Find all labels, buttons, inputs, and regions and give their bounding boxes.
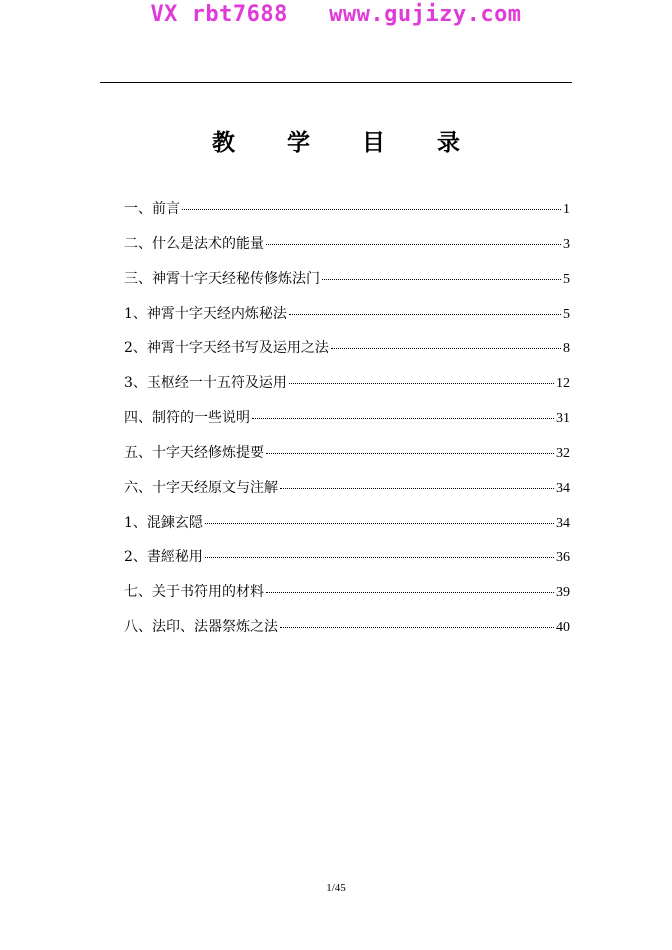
toc-entry[interactable]: [124, 581, 570, 616]
page-title: 教 学 目 录: [211, 130, 483, 156]
toc-entry[interactable]: [124, 407, 570, 442]
toc-dot-leader: [252, 418, 554, 419]
toc-entry[interactable]: [124, 616, 570, 651]
toc-entry[interactable]: [124, 198, 570, 233]
toc-entry-page: 32: [556, 445, 570, 461]
toc-entry-label: 2、書經秘用: [124, 549, 203, 566]
toc-entry-label: 五、十字天经修炼提要: [124, 444, 264, 461]
toc-entry-page: 40: [556, 620, 570, 636]
toc-dot-leader: [182, 209, 561, 210]
toc-entry[interactable]: [124, 442, 570, 477]
toc-dot-leader: [322, 279, 561, 280]
toc-entry[interactable]: [124, 337, 570, 372]
toc-entry-page: 39: [556, 585, 570, 601]
toc-entry[interactable]: [124, 233, 570, 268]
toc-dot-leader: [266, 592, 554, 593]
toc-entry[interactable]: [124, 303, 570, 338]
toc-entry-label: 八、法印、法器祭炼之法: [124, 619, 278, 636]
toc-entry-label: 二、什么是法术的能量: [124, 235, 264, 252]
toc-entry[interactable]: [124, 372, 570, 407]
header-rule: [100, 82, 572, 83]
toc-dot-leader: [266, 453, 554, 454]
toc-dot-leader: [280, 488, 554, 489]
toc-entry[interactable]: [124, 268, 570, 303]
toc-entry-page: 8: [563, 341, 570, 357]
toc-entry-label: 一、前言: [124, 201, 180, 217]
toc-entry-page: 5: [563, 271, 570, 287]
toc-entry-page: 31: [556, 411, 570, 427]
toc-entry-label: 3、玉枢经一十五符及运用: [124, 375, 287, 392]
toc-entry-label: 七、关于书符用的材料: [124, 584, 264, 601]
toc-entry-label: 六、十字天经原文与注解: [124, 479, 278, 496]
toc-entry-label: 1、混鍊玄隠: [124, 514, 203, 531]
toc-dot-leader: [280, 627, 554, 628]
watermark-text: VX rbt7688 www.gujizy.com: [150, 2, 522, 27]
toc-entry[interactable]: [124, 546, 570, 581]
toc-entry-page: 3: [563, 236, 570, 252]
toc-entry[interactable]: [124, 512, 570, 547]
toc-entry-page: 34: [556, 515, 570, 531]
toc-entry-page: 1: [563, 202, 570, 217]
toc-dot-leader: [289, 314, 561, 315]
toc-dot-leader: [331, 348, 561, 349]
page-number: 1/45: [326, 882, 346, 894]
table-of-contents: [124, 198, 570, 651]
toc-dot-leader: [205, 557, 554, 558]
toc-entry-label: 1、神霄十字天经内炼秘法: [124, 305, 287, 322]
toc-entry-page: 5: [563, 306, 570, 322]
toc-entry-page: 36: [556, 550, 570, 566]
toc-entry[interactable]: [124, 477, 570, 512]
toc-entry-label: 四、制符的一些说明: [124, 410, 250, 427]
toc-entry-page: 12: [556, 376, 570, 392]
toc-entry-label: 三、神霄十字天经秘传修炼法门: [124, 270, 320, 287]
toc-dot-leader: [266, 244, 561, 245]
toc-entry-page: 34: [556, 480, 570, 496]
toc-dot-leader: [205, 523, 554, 524]
toc-entry-label: 2、神霄十字天经书写及运用之法: [124, 340, 329, 357]
toc-dot-leader: [289, 383, 554, 384]
